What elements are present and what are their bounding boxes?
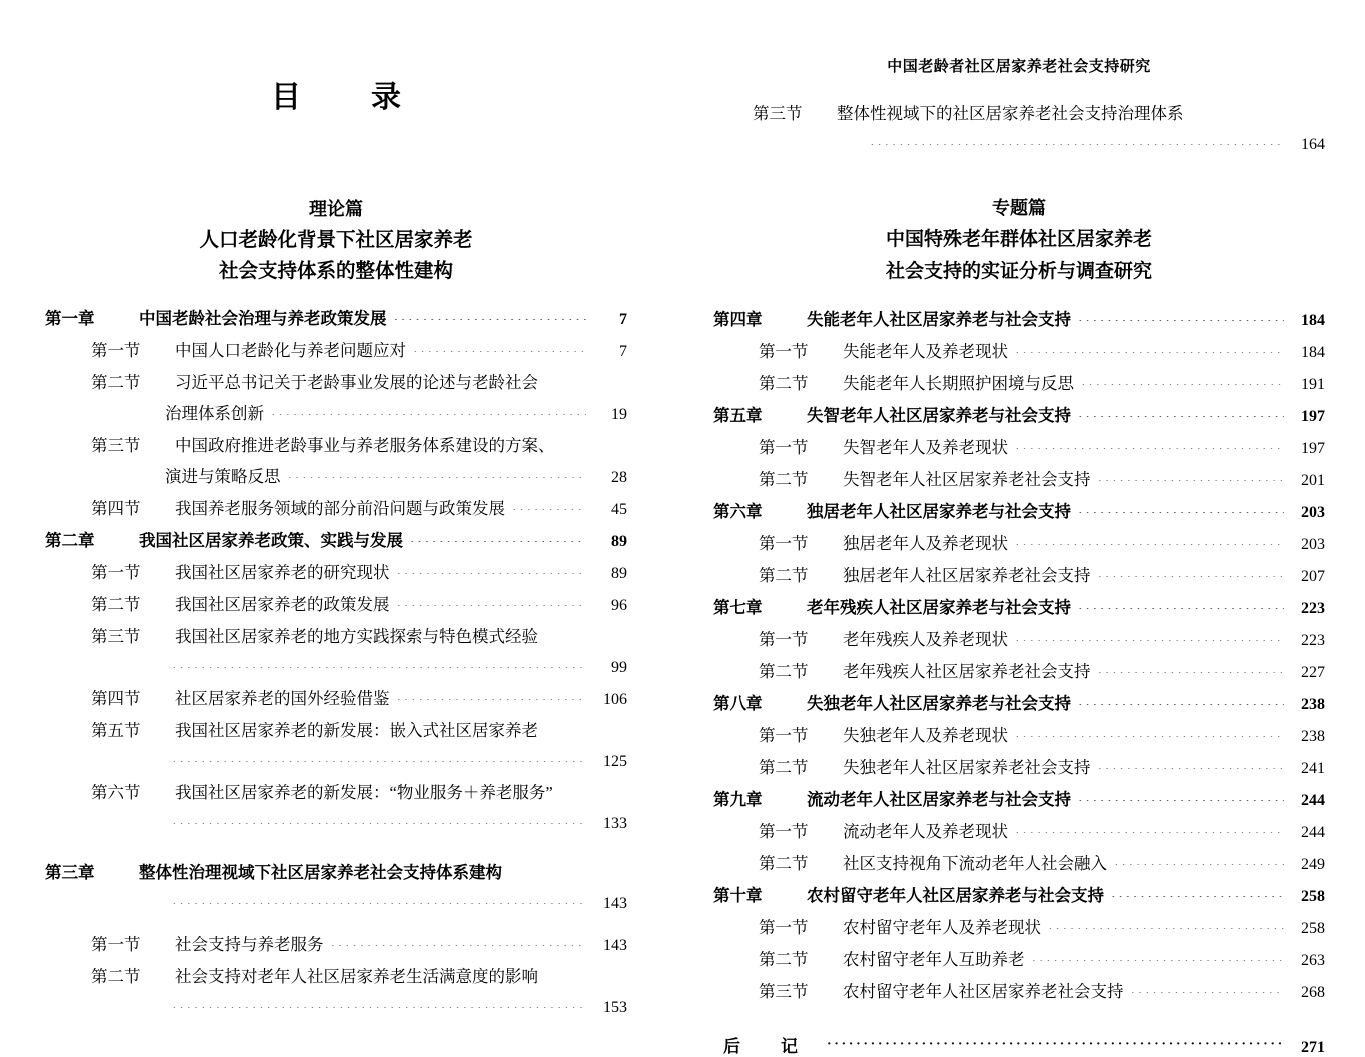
entry-label: 第一节 <box>91 563 141 582</box>
entry-page: 258 <box>1301 888 1325 905</box>
leader-dots <box>1015 627 1284 641</box>
entry-label: 第一节 <box>759 726 809 745</box>
leader-dots <box>1131 979 1285 993</box>
part-heading-line-1: 理论篇 <box>309 199 363 219</box>
leader-dots <box>288 464 587 478</box>
leader-dots <box>1032 947 1285 961</box>
entry-text: 失独老年人社区居家养老社会支持 <box>843 758 1091 777</box>
entry-text: 老年残疾人及养老现状 <box>843 630 1008 649</box>
entry-label: 第一节 <box>759 630 809 649</box>
entry-page: 201 <box>1301 472 1325 489</box>
entry-text: 中国老龄社会治理与养老政策发展 <box>139 309 387 328</box>
toc-postscript-row[interactable] <box>713 1032 1325 1057</box>
entry-text: 失能老年人社区居家养老与社会支持 <box>807 310 1071 329</box>
toc-chapter-row[interactable] <box>713 496 1325 528</box>
entry-label: 第五节 <box>91 721 141 740</box>
toc-section-row[interactable] <box>45 367 627 398</box>
toc-section-row[interactable] <box>713 464 1325 496</box>
entry-text: 我国社区居家养老的研究现状 <box>175 563 390 582</box>
entry-text: 演进与策略反思 <box>165 467 281 486</box>
entry-label: 第九章 <box>713 790 763 809</box>
entry-page: 223 <box>1301 632 1325 649</box>
toc-section-row-cont[interactable] <box>45 746 627 777</box>
entry-page: 143 <box>603 895 627 912</box>
entry-text: 失独老年人社区居家养老与社会支持 <box>807 694 1071 713</box>
entry-label: 第四章 <box>713 310 763 329</box>
entry-page: 28 <box>611 469 627 486</box>
entry-page: 197 <box>1301 440 1325 457</box>
entry-text: 失智老年人及养老现状 <box>843 438 1008 457</box>
entry-page: 244 <box>1301 824 1325 841</box>
running-head: 中国老龄者社区居家养老社会支持研究 <box>887 59 1151 75</box>
toc-section-row[interactable] <box>713 656 1325 688</box>
toc-section-row[interactable] <box>713 560 1325 592</box>
entry-label: 第二节 <box>759 470 809 489</box>
entry-page: 99 <box>611 659 627 676</box>
leader-dots <box>410 528 586 542</box>
entry-label: 第三节 <box>753 104 803 123</box>
toc-section-row[interactable] <box>45 335 627 367</box>
leader-dots <box>172 748 586 762</box>
leader-dots <box>1048 915 1284 929</box>
part-heading-line-3: 社会支持的实证分析与调查研究 <box>885 261 1152 282</box>
leader-dots <box>1098 755 1285 769</box>
entry-text: 流动老年人及养老现状 <box>843 822 1008 841</box>
entry-label: 后 记 <box>723 1037 810 1056</box>
entry-page: 7 <box>619 343 627 360</box>
entry-label: 第八章 <box>713 694 763 713</box>
toc-section-row-cont[interactable] <box>45 652 627 683</box>
entry-label: 第一节 <box>759 342 809 361</box>
entry-label: 第一节 <box>759 438 809 457</box>
toc-entries-left <box>45 303 627 1023</box>
leader-dots <box>1078 691 1284 705</box>
part-heading-special <box>713 192 1325 288</box>
entry-label: 第三章 <box>45 863 95 882</box>
entry-label: 第一节 <box>91 341 141 360</box>
entry-page: 263 <box>1301 952 1325 969</box>
leader-dots <box>1015 339 1284 353</box>
entry-label: 第一节 <box>91 935 141 954</box>
entry-label: 第一节 <box>759 534 809 553</box>
entry-page: 268 <box>1301 984 1325 1001</box>
entry-text: 我国社区居家养老的新发展：嵌入式社区居家养老 <box>175 721 538 740</box>
entry-page: 143 <box>603 937 627 954</box>
entry-label: 第四节 <box>91 689 141 708</box>
toc-chapter-row[interactable] <box>713 304 1325 336</box>
entry-text: 失独老年人及养老现状 <box>843 726 1008 745</box>
leader-dots <box>1078 307 1284 321</box>
entry-page: 203 <box>1301 504 1325 521</box>
leader-dots <box>172 654 586 668</box>
leader-dots <box>397 560 587 574</box>
toc-section-row-cont[interactable] <box>45 461 627 493</box>
entry-page: 227 <box>1301 664 1325 681</box>
entry-text: 整体性视域下的社区居家养老社会支持治理体系 <box>837 104 1184 123</box>
toc-section-row[interactable] <box>713 336 1325 368</box>
entry-label: 第一节 <box>759 822 809 841</box>
entry-page: 106 <box>603 691 627 708</box>
entry-label: 第二章 <box>45 531 95 550</box>
toc-section-row[interactable] <box>713 816 1325 848</box>
entry-page: 197 <box>1301 408 1325 425</box>
entry-page: 207 <box>1301 568 1325 585</box>
entry-page: 125 <box>603 753 627 770</box>
leader-dots <box>1015 435 1284 449</box>
toc-section-row[interactable] <box>45 621 627 652</box>
leader-dots <box>331 932 587 946</box>
entry-page: 184 <box>1301 344 1325 361</box>
leader-dots <box>1098 563 1285 577</box>
leader-dots <box>1078 595 1284 609</box>
part-heading-theory <box>45 194 627 287</box>
toc-section-row[interactable] <box>713 720 1325 752</box>
leader-dots <box>1098 467 1285 481</box>
entry-text: 我国养老服务领域的部分前沿问题与政策发展 <box>175 499 505 518</box>
leader-dots <box>1114 851 1284 865</box>
toc-chapter-row[interactable] <box>713 592 1325 624</box>
entry-text: 独居老年人社区居家养老社会支持 <box>843 566 1091 585</box>
entry-page: 238 <box>1301 728 1325 745</box>
entry-text: 失能老年人及养老现状 <box>843 342 1008 361</box>
leader-dots <box>1111 883 1284 897</box>
entry-text: 社区居家养老的国外经验借鉴 <box>175 689 390 708</box>
leader-dots <box>1015 723 1284 737</box>
leader-dots <box>172 810 586 824</box>
entry-text: 社会支持对老年人社区居家养老生活满意度的影响 <box>175 967 538 986</box>
entry-page: 133 <box>603 815 627 832</box>
entry-page: 153 <box>603 999 627 1016</box>
toc-chapter-row[interactable] <box>713 784 1325 816</box>
toc-section-row[interactable] <box>45 715 627 746</box>
toc-section-row[interactable] <box>713 528 1325 560</box>
entry-label: 第四节 <box>91 499 141 518</box>
entry-label: 第二节 <box>91 595 141 614</box>
entry-label: 第六节 <box>91 783 141 802</box>
leader-dots <box>1078 403 1284 417</box>
entry-page: 19 <box>611 406 627 423</box>
toc-section-row[interactable] <box>45 493 627 525</box>
entry-text: 独居老年人社区居家养老与社会支持 <box>807 502 1071 521</box>
leader-dots <box>271 401 586 415</box>
entry-page: 271 <box>1301 1039 1325 1056</box>
toc-section-row[interactable] <box>713 848 1325 880</box>
entry-text: 农村留守老年人社区居家养老与社会支持 <box>807 886 1104 905</box>
entry-text: 中国人口老龄化与养老问题应对 <box>175 341 406 360</box>
toc-section-row[interactable] <box>45 929 627 961</box>
entry-page: 258 <box>1301 920 1325 937</box>
toc-section-row[interactable] <box>45 961 627 992</box>
toc-chapter-row[interactable] <box>713 400 1325 432</box>
entry-page: 7 <box>619 311 627 328</box>
toc-section-row-cont[interactable] <box>45 808 627 839</box>
toc-entries-right <box>713 304 1325 1057</box>
leader-dots <box>397 592 587 606</box>
entry-text: 我国社区居家养老政策、实践与发展 <box>139 531 403 550</box>
left-page <box>0 0 682 1024</box>
entry-label: 第二节 <box>759 854 809 873</box>
entry-text: 我国社区居家养老的地方实践探索与特色模式经验 <box>175 627 538 646</box>
entry-text: 独居老年人及养老现状 <box>843 534 1008 553</box>
toc-section-row[interactable] <box>713 976 1325 1008</box>
toc-chapter-row[interactable] <box>713 880 1325 912</box>
entry-label: 第二节 <box>759 662 809 681</box>
part-heading-line-1: 专题篇 <box>992 198 1046 218</box>
entry-text: 农村留守老年人互助养老 <box>843 950 1025 969</box>
toc-section-row-cont[interactable] <box>45 398 627 430</box>
entry-text: 农村留守老年人社区居家养老社会支持 <box>843 982 1124 1001</box>
entry-page: 244 <box>1301 792 1325 809</box>
entry-label: 第二节 <box>759 566 809 585</box>
entry-page: 203 <box>1301 536 1325 553</box>
entry-text: 整体性治理视域下社区居家养老社会支持体系建构 <box>139 863 502 882</box>
entry-label: 第三节 <box>91 436 141 455</box>
entry-page: 89 <box>611 565 627 582</box>
leader-dots <box>1081 371 1284 385</box>
entry-text: 我国社区居家养老的新发展：“物业服务＋养老服务” <box>175 783 553 802</box>
entry-page: 45 <box>611 501 627 518</box>
entry-label: 第二节 <box>759 374 809 393</box>
part-heading-line-2: 人口老龄化背景下社区居家养老 <box>199 230 473 251</box>
part-heading-line-3: 社会支持体系的整体性建构 <box>218 261 453 282</box>
entry-label: 第二节 <box>91 967 141 986</box>
toc-chapter-row[interactable] <box>45 857 627 888</box>
entry-text: 农村留守老年人及养老现状 <box>843 918 1041 937</box>
leader-dots <box>1078 787 1284 801</box>
leader-dots <box>1098 659 1285 673</box>
leader-dots <box>172 994 586 1008</box>
leader-dots <box>172 890 586 904</box>
entry-label: 第二节 <box>759 758 809 777</box>
entry-page: 241 <box>1301 760 1325 777</box>
entry-text: 中国政府推进老龄事业与养老服务体系建设的方案、 <box>175 436 555 455</box>
entry-text: 老年残疾人社区居家养老与社会支持 <box>807 598 1071 617</box>
entry-page: 89 <box>611 533 627 550</box>
entry-page: 191 <box>1301 376 1325 393</box>
toc-section-row[interactable] <box>713 912 1325 944</box>
page-title: 目 录 <box>271 81 421 114</box>
leader-dots <box>870 131 1284 145</box>
toc-section-row[interactable] <box>45 589 627 621</box>
entry-text: 我国社区居家养老的政策发展 <box>175 595 390 614</box>
entry-page: 184 <box>1301 312 1325 329</box>
toc-section-row-cont[interactable] <box>45 992 627 1023</box>
toc-section-row[interactable] <box>713 944 1325 976</box>
entry-page: 223 <box>1301 600 1325 617</box>
entry-label: 第十章 <box>713 886 763 905</box>
entry-text: 老年残疾人社区居家养老社会支持 <box>843 662 1091 681</box>
entry-label: 第二节 <box>91 373 141 392</box>
toc-chapter-row[interactable] <box>45 525 627 557</box>
toc-chapter-row-cont[interactable] <box>45 888 627 919</box>
toc-section-row[interactable] <box>45 430 627 461</box>
toc-section-row[interactable] <box>713 752 1325 784</box>
entry-text: 习近平总书记关于老龄事业发展的论述与老龄社会 <box>175 373 538 392</box>
toc-section-row[interactable] <box>713 368 1325 400</box>
leader-dots <box>1015 531 1284 545</box>
leader-dots <box>512 496 586 510</box>
toc-section-row[interactable] <box>713 98 1325 129</box>
entry-label: 第三节 <box>759 982 809 1001</box>
entry-label: 第二节 <box>759 950 809 969</box>
toc-section-row[interactable] <box>45 777 627 808</box>
entry-text: 社会支持与养老服务 <box>175 935 324 954</box>
toc-section-row[interactable] <box>45 683 627 715</box>
entry-text: 治理体系创新 <box>165 404 264 423</box>
entry-label: 第六章 <box>713 502 763 521</box>
entry-page: 249 <box>1301 856 1325 873</box>
leader-dots <box>1078 499 1284 513</box>
leader-dots <box>397 686 587 700</box>
entry-page: 238 <box>1301 696 1325 713</box>
entry-text: 社区支持视角下流动老年人社会融入 <box>843 854 1107 873</box>
toc-section-row-cont[interactable] <box>713 129 1325 160</box>
entry-label: 第一节 <box>759 918 809 937</box>
toc-section-row[interactable] <box>713 432 1325 464</box>
leader-dots <box>827 1037 1284 1051</box>
entry-text: 失智老年人社区居家养老与社会支持 <box>807 406 1071 425</box>
entry-text: 失智老年人社区居家养老社会支持 <box>843 470 1091 489</box>
toc-section-row[interactable] <box>713 624 1325 656</box>
part-heading-line-2: 中国特殊老年群体社区居家养老 <box>885 229 1152 250</box>
toc-chapter-row[interactable] <box>713 688 1325 720</box>
entry-label: 第三节 <box>91 627 141 646</box>
leader-dots <box>394 306 587 320</box>
entry-page: 96 <box>611 597 627 614</box>
toc-section-row[interactable] <box>45 557 627 589</box>
leader-dots <box>413 338 586 352</box>
entry-text: 失能老年人长期照护困境与反思 <box>843 374 1074 393</box>
entry-label: 第七章 <box>713 598 763 617</box>
entry-text: 流动老年人社区居家养老与社会支持 <box>807 790 1071 809</box>
toc-chapter-row[interactable] <box>45 303 627 335</box>
entry-label: 第一章 <box>45 309 95 328</box>
entry-page: 164 <box>1301 136 1325 153</box>
right-page <box>683 0 1365 1056</box>
entry-label: 第五章 <box>713 406 763 425</box>
leader-dots <box>1015 819 1284 833</box>
